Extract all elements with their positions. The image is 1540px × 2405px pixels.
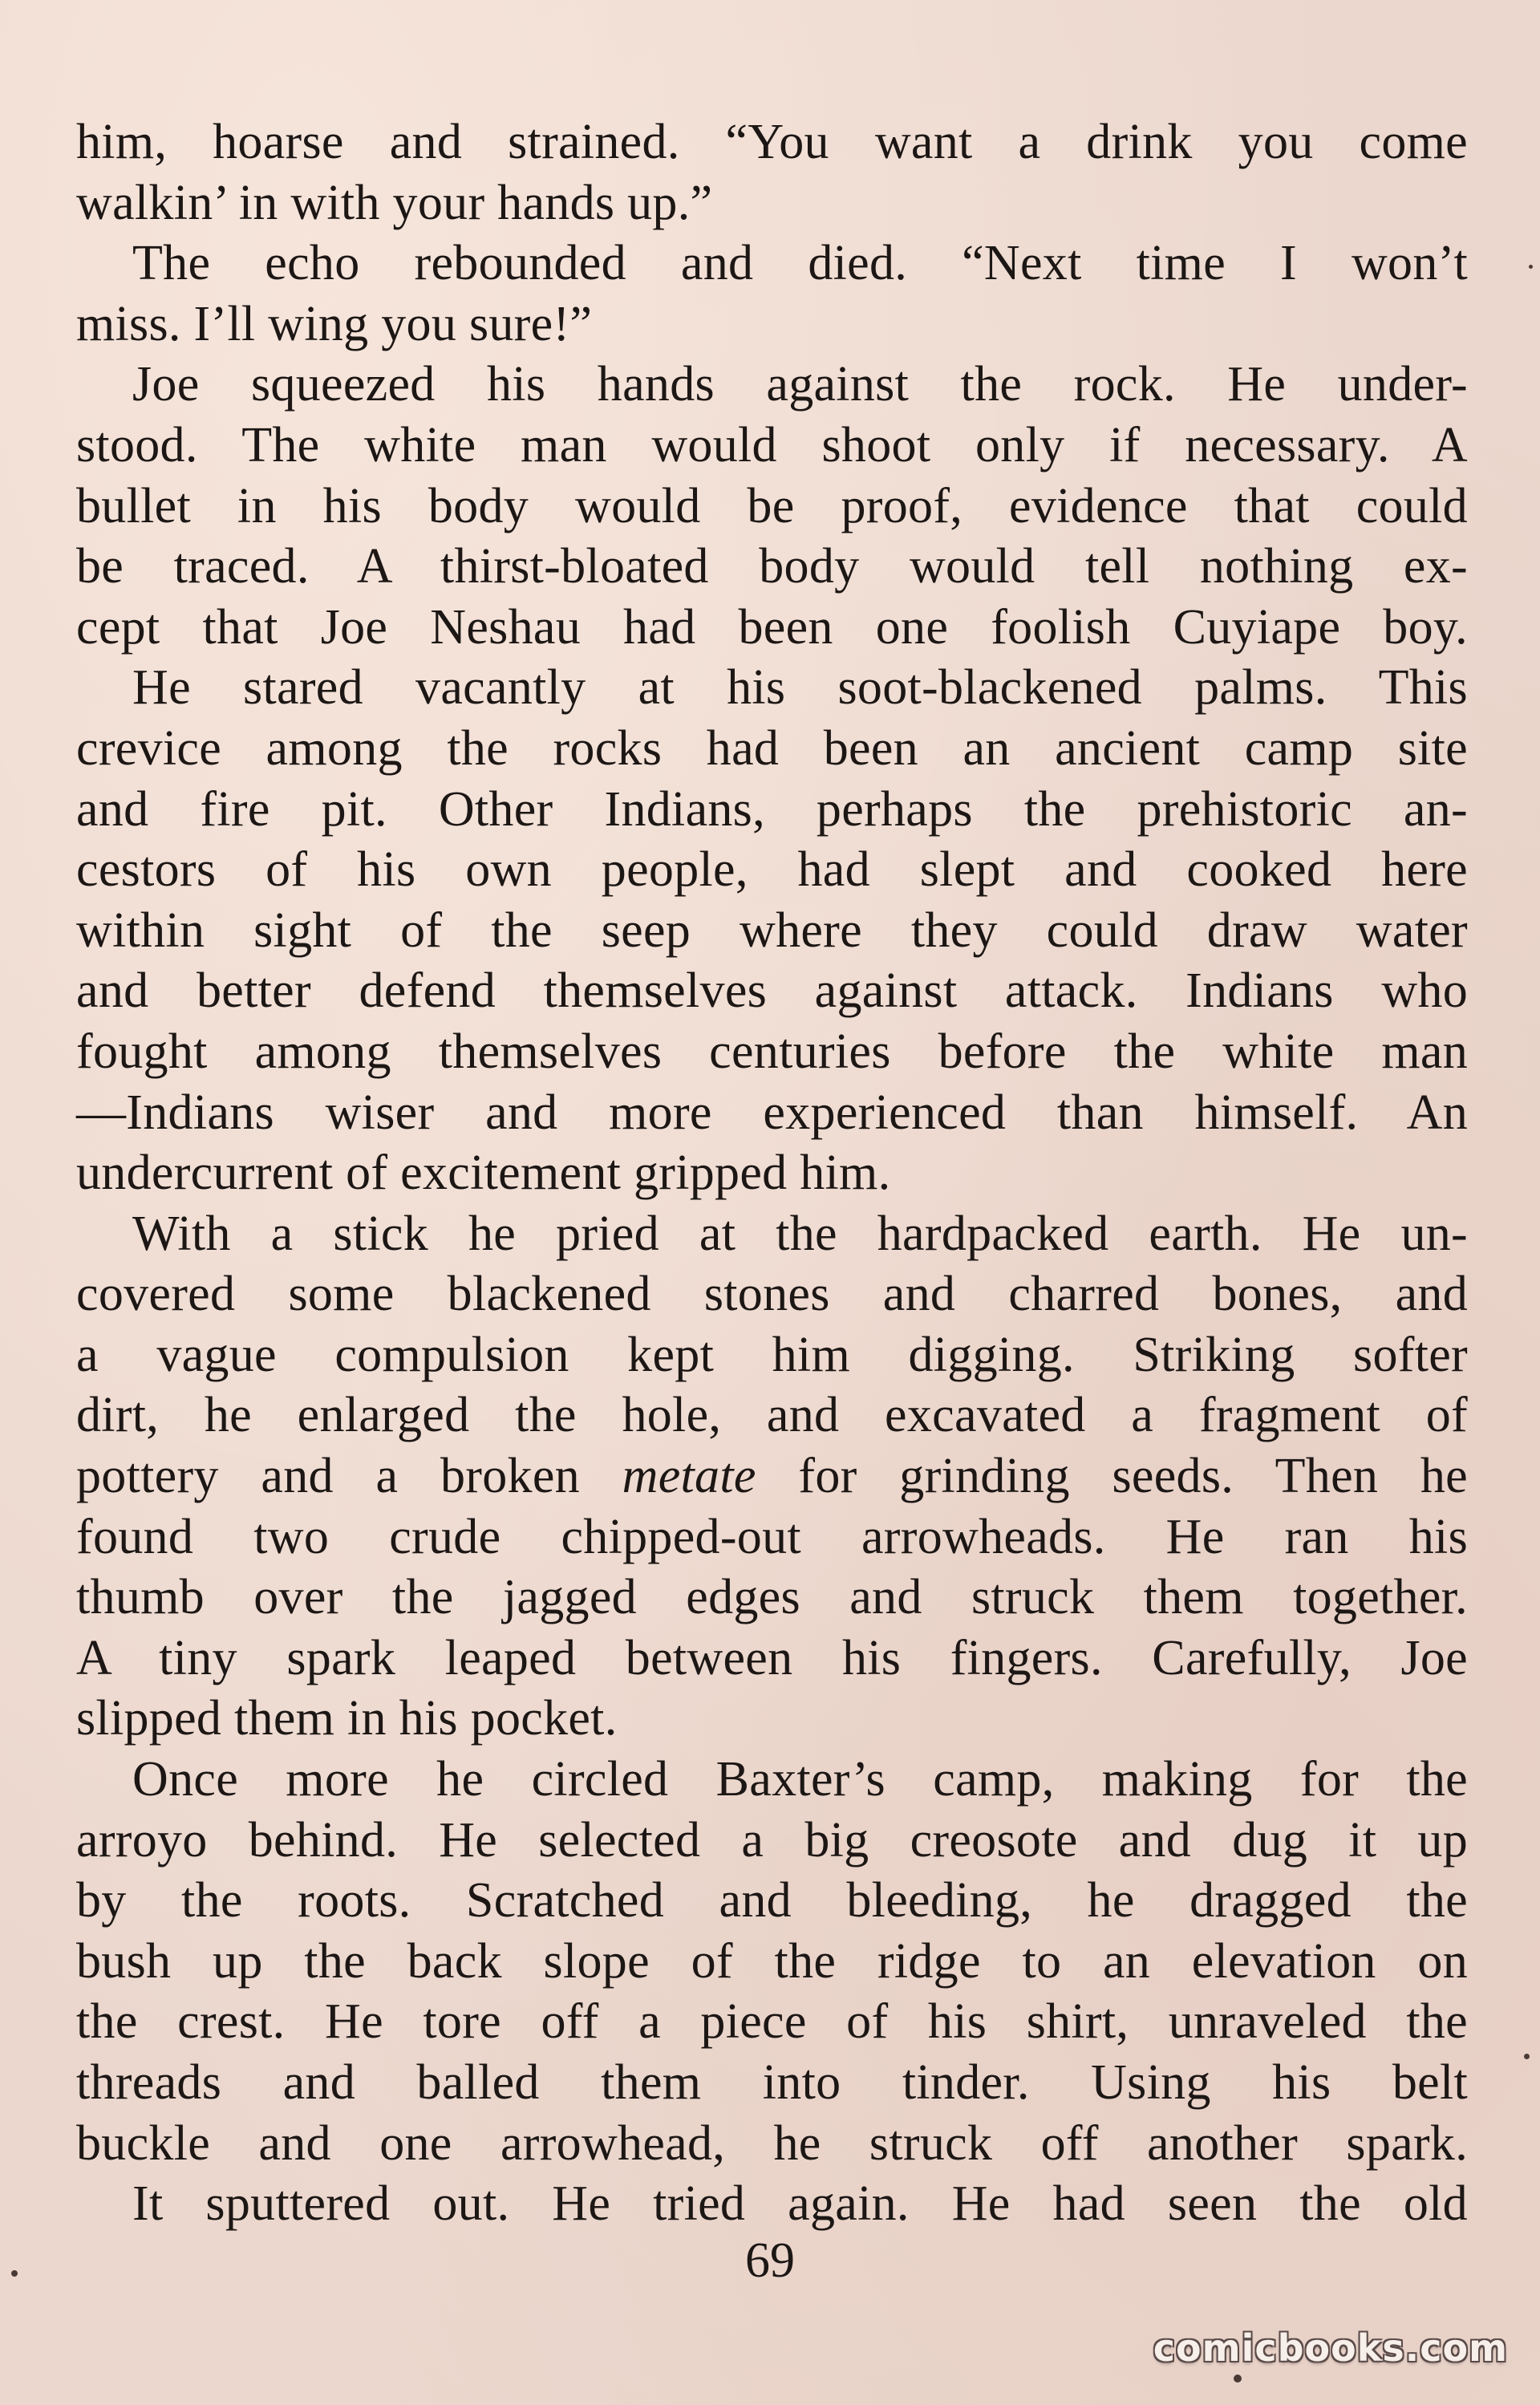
text-line: —Indians wiser and more experienced than himself. An	[76, 1085, 1468, 1140]
watermark-logo: comicbooks.com	[1153, 2326, 1508, 2370]
text-line: be traced. A thirst-bloated body would tell nothing ex-	[76, 539, 1468, 594]
text-line: fought among themselves centuries before the white man	[76, 1024, 1468, 1079]
text-line: covered some blackened stones and charred bones, and	[76, 1267, 1468, 1322]
text-line: crevice among the rocks had been an ancient camp site	[76, 720, 1468, 776]
text-line: A tiny spark leaped between his fingers. Carefully, Joe	[76, 1630, 1468, 1685]
text-line	[76, 1446, 1468, 1507]
text-line: arroyo behind. He selected a big creosote and dug it up	[76, 1812, 1468, 1868]
text-line: miss. I’ll wing you sure!”	[76, 296, 593, 351]
text-line: by the roots. Scratched and bleeding, he dragged the	[76, 1873, 1468, 1928]
text-line: Once more he circled Baxter’s camp, making for the	[132, 1752, 1468, 1807]
text-line: bush up the back slope of the ridge to an elevation on	[76, 1933, 1468, 1989]
page-number: 69	[745, 2233, 795, 2288]
text-line: With a stick he pried at the hardpacked earth. He un-	[132, 1206, 1468, 1261]
text-line: bullet in his body would be proof, evidence that could	[76, 478, 1468, 533]
text-line: cept that Joe Neshau had been one foolish Cuyiape boy.	[76, 599, 1468, 655]
text-line: him, hoarse and strained. “You want a drink you come	[76, 115, 1468, 169]
text-line: The echo rebounded and died. “Next time I won’t	[132, 236, 1468, 291]
text-line: and better defend themselves against attack. Indians who	[76, 963, 1468, 1019]
text-line: undercurrent of excitement gripped him.	[76, 1146, 891, 1201]
text-line: within sight of the seep where they could draw water	[76, 902, 1468, 958]
text-line: dirt, he enlarged the hole, and excavated a fragment of	[76, 1388, 1468, 1443]
text-line: slipped them in his pocket.	[76, 1691, 618, 1746]
text-line: a vague compulsion kept him digging. Striking softer	[76, 1327, 1468, 1382]
text-line: walkin’ in with your hands up.”	[76, 175, 713, 230]
text-line: It sputtered out. He tried again. He had seen the old	[132, 2176, 1468, 2232]
text-line: stood. The white man would shoot only if necessary. A	[76, 417, 1468, 472]
text-fragment: pottery and a broken	[76, 1449, 622, 1504]
italic-word: metate	[622, 1449, 756, 1504]
text-line: the crest. He tore off a piece of his shirt, unraveled the	[76, 1994, 1468, 2050]
paper-speck	[1234, 2375, 1242, 2383]
text-line: found two crude chipped-out arrowheads. He ran his	[76, 1509, 1468, 1564]
text-line: buckle and one arrowhead, he struck off another spark.	[76, 2115, 1468, 2171]
text-line: Joe squeezed his hands against the rock. He under-	[132, 357, 1468, 412]
text-line: cestors of his own people, had slept and cooked here	[76, 842, 1468, 898]
paper-speck	[1529, 265, 1533, 269]
paper-speck	[11, 2270, 18, 2277]
text-line: threads and balled them into tinder. Using his belt	[76, 2055, 1468, 2110]
text-fragment: for grinding seeds. Then he	[756, 1449, 1468, 1504]
text-line: He stared vacantly at his soot-blackened palms. This	[132, 660, 1468, 716]
body-text	[76, 112, 1468, 2235]
text-line: and fire pit. Other Indians, perhaps the prehistoric an-	[76, 781, 1468, 837]
text-line: thumb over the jagged edges and struck them together.	[76, 1570, 1468, 1625]
paper-speck	[1524, 2054, 1530, 2059]
